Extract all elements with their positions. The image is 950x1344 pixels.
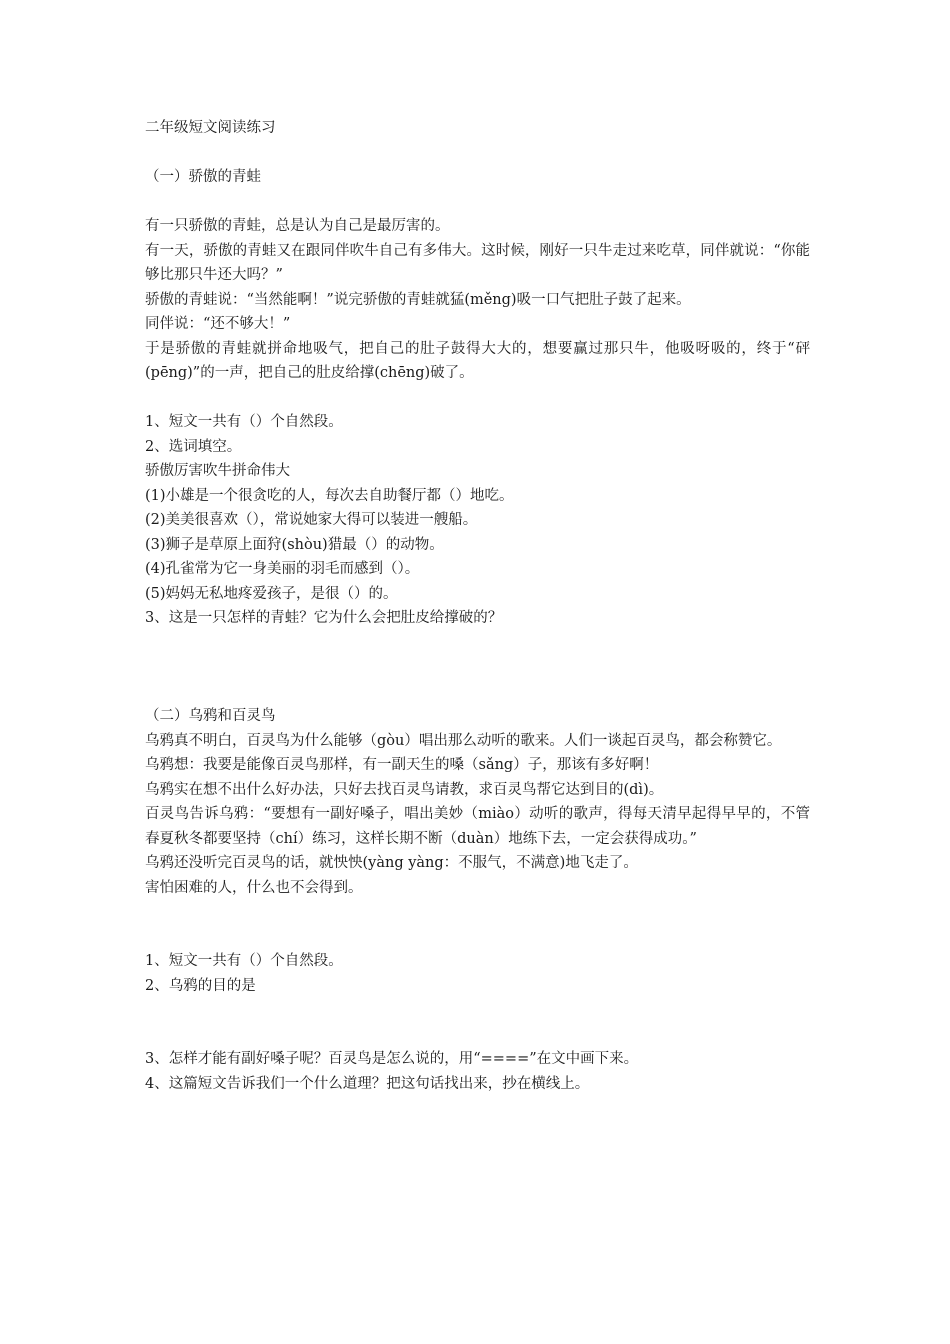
section1-question: 2、选词填空。	[145, 438, 242, 455]
section1-question: 1、短文一共有（）个自然段。	[145, 414, 343, 430]
section1-question: 3、这是一只怎样的青蛙？它为什么会把肚皮给撑破的？	[145, 610, 503, 626]
section2-paragraph: 乌鸦想：我要是能像百灵鸟那样，有一副天生的嗓（sǎng）子，那该有多好啊！	[145, 757, 659, 773]
section1-question: (4)孔雀常为它一身美丽的羽毛而感到（）。	[145, 561, 420, 577]
section2-question: 3、怎样才能有副好嗓子呢？百灵鸟是怎么说的，用“====”在文中画下来。	[145, 1051, 639, 1067]
spacer	[145, 190, 810, 215]
section1-paragraph: 骄傲的青蛙说：“当然能啊！”说完骄傲的青蛙就猛(měng)吸一口气把肚子鼓了起来。	[145, 291, 691, 308]
section2-question: 1、短文一共有（）个自然段。	[145, 953, 343, 969]
section1-question: (3)狮子是草原上面狩(shòu)猎最（）的动物。	[145, 536, 444, 553]
section1-question: (1)小雄是一个很贪吃的人，每次去自助餐厅都（）地吃。	[145, 487, 514, 504]
section1-heading: （一）骄傲的青蛙	[145, 169, 261, 185]
document-page	[145, 116, 810, 1096]
section1-paragraph: 有一天，骄傲的青蛙又在跟同伴吹牛自己有多伟大。这时候，刚好一只牛走过来吃草，同伴就说：“你能够比那只牛还大吗？”	[145, 242, 810, 283]
section2-paragraph: 乌鸦还没听完百灵鸟的话，就怏怏(yàng yàng：不服气，不满意)地飞走了。	[145, 855, 638, 871]
section1-paragraph: 同伴说：“还不够大！”	[145, 316, 291, 332]
section1-question: (2)美美很喜欢（），常说她家大得可以装进一艘船。	[145, 512, 478, 528]
spacer	[145, 998, 810, 1047]
section2-heading: （二）乌鸦和百灵鸟	[145, 708, 276, 724]
word-bank: 骄傲厉害吹牛拼命伟大	[145, 463, 290, 479]
section2-paragraph: 乌鸦真不明白，百灵鸟为什么能够（gòu）唱出那么动听的歌来。人们一谈起百灵鸟，都会称赞它。	[145, 732, 782, 749]
spacer	[145, 631, 810, 705]
spacer	[145, 386, 810, 411]
section2-paragraph: 害怕困难的人，什么也不会得到。	[145, 879, 363, 896]
section2-question: 2、乌鸦的目的是	[145, 977, 256, 994]
section1-question: (5)妈妈无私地疼爱孩子，是很（）的。	[145, 585, 398, 602]
spacer	[145, 900, 810, 949]
document-title: 二年级短文阅读练习	[145, 120, 276, 136]
section1-paragraph: 有一只骄傲的青蛙，总是认为自己是最厉害的。	[145, 218, 450, 234]
section1-paragraph: 于是骄傲的青蛙就拼命地吸气，把自己的肚子鼓得大大的，想要赢过那只牛，他吸呀吸的，终于“砰(pēng)”的一声，把自己的肚皮给撑(chēng)破了。	[145, 340, 810, 381]
spacer	[145, 141, 810, 166]
section2-paragraph: 百灵鸟告诉乌鸦：“要想有一副好嗓子，唱出美妙（miào）动听的歌声，得每天清早起得早早的，不管春夏秋冬都要坚持（chí）练习，这样长期不断（duàn）地练下去，一定会获得成功。”	[145, 806, 810, 847]
section2-paragraph: 乌鸦实在想不出什么好办法，只好去找百灵鸟请教，求百灵鸟帮它达到目的(dì)。	[145, 781, 664, 798]
section2-question: 4、这篇短文告诉我们一个什么道理？把这句话找出来，抄在横线上。	[145, 1075, 590, 1092]
